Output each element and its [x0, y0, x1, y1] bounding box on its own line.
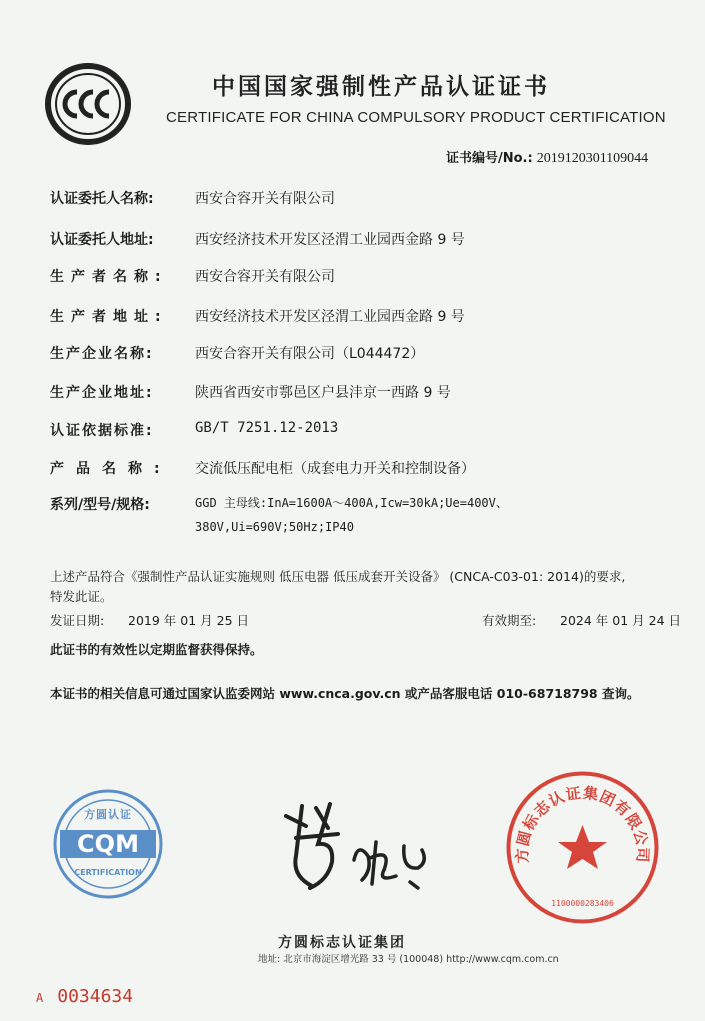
field-value: 西安经济技术开发区泾渭工业园西金路 9 号 [195, 309, 465, 325]
statement-line-1: 上述产品符合《强制性产品认证实施规则 低压电器 低压成套开关设备》 (CNCA-C03-01: 2014)的要求, [50, 569, 626, 584]
field-value: 西安合容开关有限公司 [195, 191, 335, 207]
field-value: 西安经济技术开发区泾渭工业园西金路 9 号 [195, 232, 465, 248]
issue-date: 2019 年 01 月 25 日 [128, 613, 249, 628]
issue-date-label: 发证日期: [50, 613, 105, 628]
handwritten-signature-icon [272, 798, 442, 898]
cqm-bottom-text: CERTIFICATION [74, 868, 142, 877]
cqm-logo [52, 788, 164, 900]
field-label: 认证依据标准: [50, 423, 154, 439]
field-value: 交流低压配电柜（成套电力开关和控制设备） [195, 461, 475, 477]
field-label: 生产者名称: [50, 269, 168, 285]
serial-value: 0034634 [57, 986, 134, 1007]
field-value: 西安合容开关有限公司 [195, 269, 335, 285]
field-value: 西安合容开关有限公司（L044472） [195, 346, 425, 362]
field-label: 系列/型号/规格: [50, 497, 150, 513]
certificate-number [446, 147, 648, 167]
field-label: 生产企业名称: [50, 346, 154, 362]
validity-note: 此证书的有效性以定期监督获得保持。 [50, 642, 263, 657]
cert-no-value: 2019120301109044 [536, 151, 649, 166]
cqm-top-text: 方圆认证 [84, 808, 132, 821]
ccc-logo-icon [44, 60, 132, 148]
expiry-date-label: 有效期至: [482, 613, 537, 628]
spec-line-2: 380V,Ui=690V;50Hz;IP40 [195, 520, 354, 534]
info-note: 本证书的相关信息可通过国家认监委网站 www.cnca.gov.cn 或产品客服电话 010-68718798 查询。 [50, 686, 640, 701]
expiry-date: 2024 年 01 月 24 日 [560, 613, 681, 628]
seal-number: 1100000283406 [551, 899, 614, 908]
certificate-title-en: CERTIFICATE FOR CHINA COMPULSORY PRODUCT CERTIFICATION [166, 109, 666, 126]
footer-address: 地址: 北京市海淀区增光路 33 号 (100048) http://www.cqm.com.cn [258, 954, 559, 965]
signature [272, 798, 442, 898]
field-label: 认证委托人名称: [50, 191, 154, 207]
footer-company: 方圆标志认证集团 [278, 935, 406, 951]
official-seal [505, 770, 660, 925]
cert-no-label: 证书编号/No.: [446, 151, 533, 166]
field-label: 认证委托人地址: [50, 232, 154, 248]
seal-text: 方圆标志认证集团有限公司 [513, 783, 652, 864]
red-seal-icon [505, 770, 660, 925]
field-label: 生产企业地址: [50, 385, 154, 401]
serial-number [36, 986, 133, 1007]
cqm-main-text: CQM [77, 830, 139, 858]
statement-line-2: 特发此证。 [50, 589, 113, 604]
serial-series: A [36, 991, 44, 1005]
field-value: 陕西省西安市鄠邑区户县沣京一西路 9 号 [195, 385, 451, 401]
field-value: GGD 主母线:InA=1600A～400A,Icw=30kA;Ue=400V、 [195, 496, 508, 510]
certificate-title-cn: 中国国家强制性产品认证证书 [212, 74, 550, 100]
field-value: GB/T 7251.12-2013 [195, 420, 339, 436]
field-label: 产品名称: [50, 461, 172, 477]
ccc-logo [44, 60, 132, 148]
field-label: 生产者地址: [50, 309, 168, 325]
